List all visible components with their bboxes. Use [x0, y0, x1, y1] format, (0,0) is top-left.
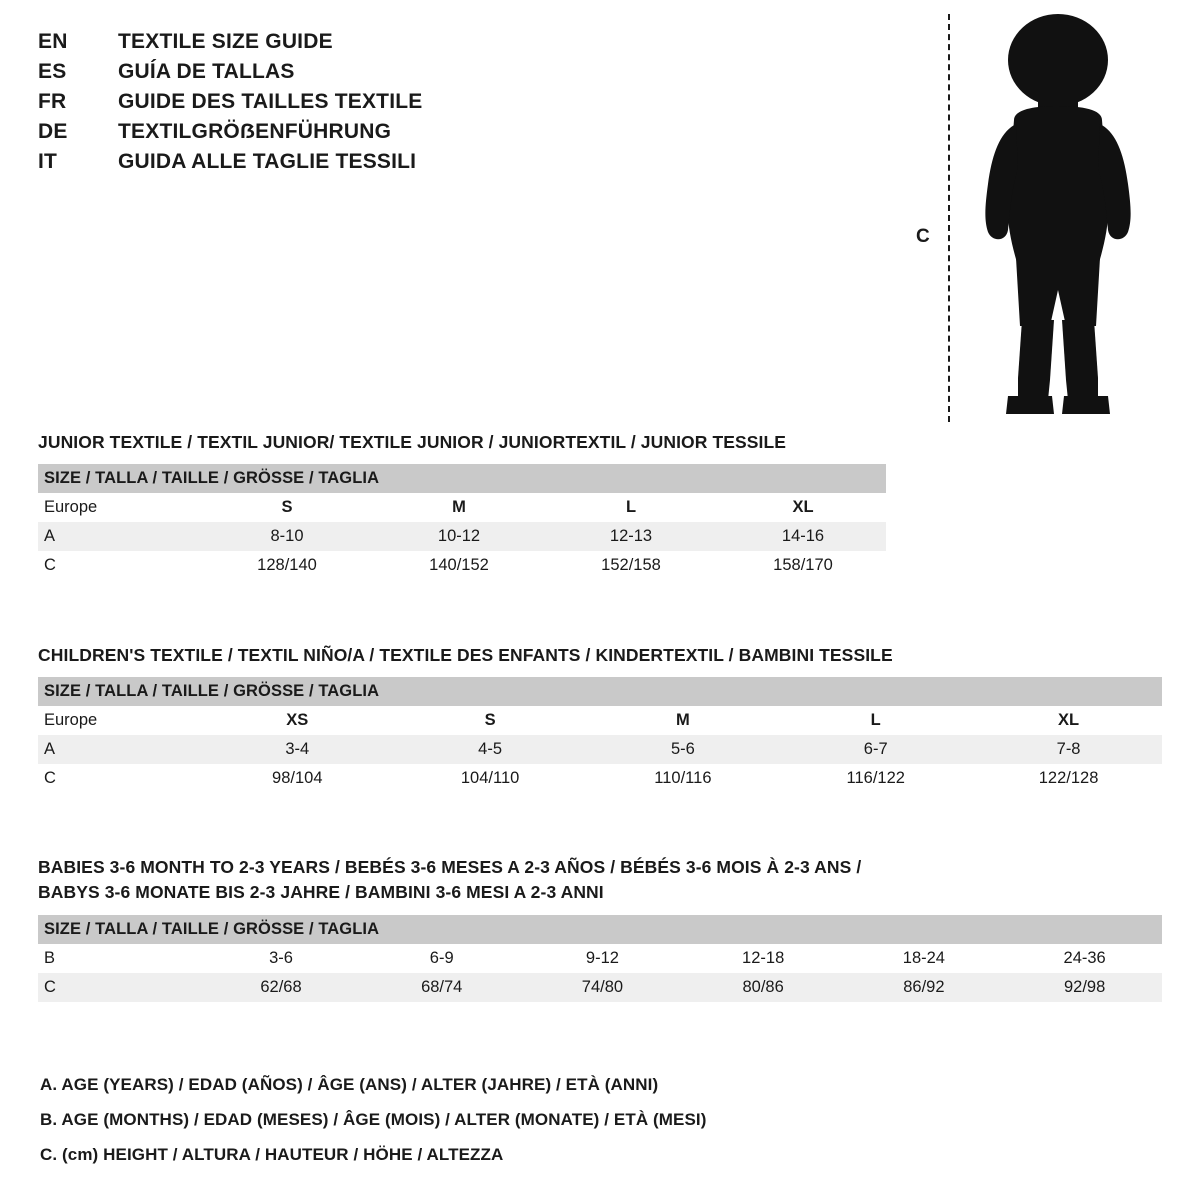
row-label: C: [38, 973, 198, 1002]
language-row: [38, 90, 658, 120]
section-junior: [38, 430, 1162, 580]
row-cell: 14-16: [714, 522, 886, 551]
table-header-label: SIZE / TALLA / TAILLE / GRÖSSE / TAGLIA: [38, 915, 1162, 944]
language-code: ES: [38, 60, 67, 83]
table-header-label: SIZE / TALLA / TAILLE / GRÖSSE / TAGLIA: [38, 677, 1162, 706]
row-label: Europe: [38, 493, 198, 522]
row-cell: 8-10: [198, 522, 370, 551]
row-cell: 128/140: [198, 551, 370, 580]
section-title-line2: BABYS 3-6 MONATE BIS 2-3 JAHRE / BAMBINI 3-6 MESI A 2-3 ANNI: [38, 882, 604, 903]
legend-line-a: A. AGE (YEARS) / EDAD (AÑOS) / ÂGE (ANS) / ALTER (JAHRE) / ETÀ (ANNI): [40, 1075, 659, 1094]
row-cell: 5-6: [584, 735, 777, 764]
row-cell: 74/80: [519, 973, 680, 1002]
row-label: B: [38, 944, 198, 973]
language-title: GUÍA DE TALLAS: [118, 60, 295, 83]
row-cell: 12-18: [680, 944, 841, 973]
row-cell: 7-8: [969, 735, 1162, 764]
language-code: DE: [38, 120, 68, 143]
row-cell: 92/98: [1001, 973, 1162, 1002]
row-cell: XS: [198, 706, 391, 735]
language-title: GUIDE DES TAILLES TEXTILE: [118, 90, 423, 113]
row-cell: 6-7: [776, 735, 969, 764]
table-row: [38, 706, 1162, 735]
row-cell: 158/170: [714, 551, 886, 580]
row-cell: 86/92: [841, 973, 1002, 1002]
row-label: A: [38, 522, 198, 551]
language-code: FR: [38, 90, 67, 113]
table-row: [38, 973, 1162, 1002]
legend-block: [40, 1068, 1040, 1173]
row-cell: 62/68: [198, 973, 359, 1002]
row-cell: 80/86: [680, 973, 841, 1002]
table-header-row: [38, 677, 1162, 706]
row-cell: 68/74: [358, 973, 519, 1002]
row-cell: 3-4: [198, 735, 391, 764]
row-cell: 6-9: [358, 944, 519, 973]
legend-line-b: B. AGE (MONTHS) / EDAD (MESES) / ÂGE (MOIS) / ALTER (MONATE) / ETÀ (MESI): [40, 1109, 707, 1129]
height-dashed-line: [948, 14, 950, 422]
table-row: [38, 944, 1162, 973]
table-row: [38, 493, 886, 522]
row-cell: M: [584, 706, 777, 735]
table-row: [38, 551, 886, 580]
row-cell: 12-13: [542, 522, 714, 551]
section-title: CHILDREN'S TEXTILE / TEXTIL NIÑO/A / TEXTILE DES ENFANTS / KINDERTEXTIL / BAMBINI TESSILE: [38, 645, 893, 665]
row-label: A: [38, 735, 198, 764]
row-cell: M: [370, 493, 542, 522]
table-row: [38, 522, 886, 551]
row-cell: 116/122: [776, 764, 969, 793]
language-title: TEXTILE SIZE GUIDE: [118, 30, 333, 53]
row-cell: L: [542, 493, 714, 522]
table-row: [38, 735, 1162, 764]
row-cell: 9-12: [519, 944, 680, 973]
junior-size-table: [38, 464, 886, 580]
language-title: TEXTILGRÖẞENFÜHRUNG: [118, 120, 392, 143]
row-cell: 10-12: [370, 522, 542, 551]
language-title-block: [38, 30, 658, 180]
row-label: C: [38, 551, 198, 580]
table-header-row: [38, 464, 886, 493]
language-row: [38, 120, 658, 150]
table-header-label: SIZE / TALLA / TAILLE / GRÖSSE / TAGLIA: [38, 464, 886, 493]
row-cell: XL: [714, 493, 886, 522]
language-row: [38, 150, 658, 180]
row-cell: S: [391, 706, 584, 735]
row-cell: 152/158: [542, 551, 714, 580]
row-cell: 4-5: [391, 735, 584, 764]
row-cell: 104/110: [391, 764, 584, 793]
legend-line-c: C. (cm) HEIGHT / ALTURA / HAUTEUR / HÖHE / ALTEZZA: [40, 1144, 504, 1164]
section-title: BABIES 3-6 MONTH TO 2-3 YEARS / BEBÉS 3-6 MESES A 2-3 AÑOS / BÉBÉS 3-6 MOIS À 2-3 ANS /: [38, 857, 862, 877]
language-code: IT: [38, 150, 58, 173]
row-cell: L: [776, 706, 969, 735]
height-measure-figure: [900, 8, 1180, 428]
table-row: [38, 764, 1162, 793]
babies-size-table: [38, 915, 1162, 1002]
row-cell: 110/116: [584, 764, 777, 793]
section-babies: [38, 855, 1162, 1002]
table-header-row: [38, 915, 1162, 944]
row-cell: 18-24: [841, 944, 1002, 973]
row-label: C: [38, 764, 198, 793]
section-title: JUNIOR TEXTILE / TEXTIL JUNIOR/ TEXTILE JUNIOR / JUNIORTEXTIL / JUNIOR TESSILE: [38, 432, 787, 452]
language-code: EN: [38, 30, 68, 53]
row-cell: 122/128: [969, 764, 1162, 793]
language-title: GUIDA ALLE TAGLIE TESSILI: [118, 150, 417, 173]
row-cell: 140/152: [370, 551, 542, 580]
row-cell: 98/104: [198, 764, 391, 793]
children-size-table: [38, 677, 1162, 793]
section-children: [38, 643, 1162, 793]
row-cell: XL: [969, 706, 1162, 735]
row-label: Europe: [38, 706, 198, 735]
child-silhouette-icon: [958, 8, 1158, 423]
row-cell: 24-36: [1001, 944, 1162, 973]
language-row: [38, 30, 658, 60]
height-marker-label: C: [916, 226, 930, 247]
row-cell: 3-6: [198, 944, 359, 973]
row-cell: S: [198, 493, 370, 522]
language-row: [38, 60, 658, 90]
